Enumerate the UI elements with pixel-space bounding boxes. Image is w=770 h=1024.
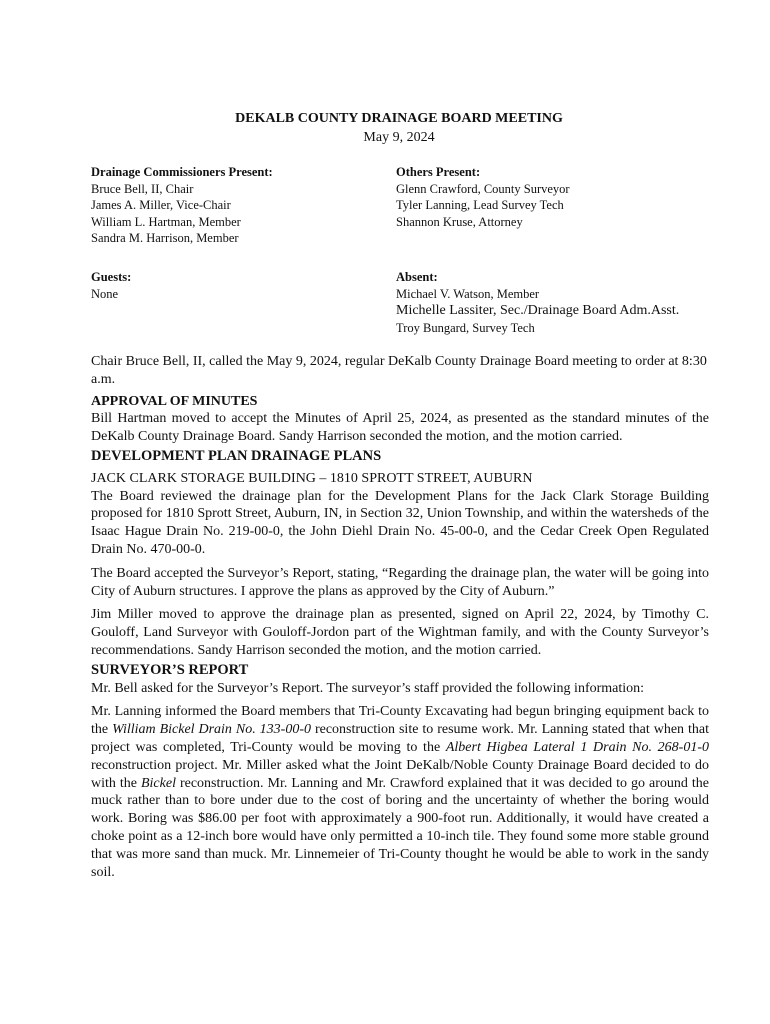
guests-heading: Guests: bbox=[91, 270, 132, 284]
commissioner-item: Bruce Bell, II, Chair bbox=[91, 181, 194, 196]
surveyor-intro: Mr. Bell asked for the Surveyor’s Report. The surveyor’s staff provided the following information: bbox=[91, 680, 645, 696]
meeting-title: DEKALB COUNTY DRAINAGE BOARD MEETING bbox=[235, 111, 563, 126]
surveyor-heading: SURVEYOR’S REPORT bbox=[91, 661, 249, 678]
absent-item: Michael V. Watson, Member bbox=[396, 286, 540, 301]
development-subheading: JACK CLARK STORAGE BUILDING – 1810 SPROTT STREET, AUBURN bbox=[91, 470, 533, 486]
call-to-order: Chair Bruce Bell, II, called the May 9, 2024, regular DeKalb County Drainage Board meeting to order at 8:30 a.m. bbox=[91, 354, 707, 387]
development-heading: DEVELOPMENT PLAN DRAINAGE PLANS bbox=[91, 447, 382, 464]
others-item: Tyler Lanning, Lead Survey Tech bbox=[396, 198, 564, 212]
absent-heading: Absent: bbox=[396, 270, 438, 284]
surveyor-text: reconstruction project. Mr. Miller asked what the Joint DeKalb/Noble County Drainage Board decided to do with the bbox=[91, 757, 709, 791]
surveyor-text: Mr. Lanning informed the Board members that Tri-County Excavating had begun bringing equipment back to the bbox=[91, 704, 709, 738]
approval-heading: APPROVAL OF MINUTES bbox=[91, 393, 258, 409]
absent-item: Michelle Lassiter, Sec./Drainage Board Adm.Asst. bbox=[396, 303, 680, 318]
development-paragraph-1: The Board reviewed the drainage plan for the Development Plans for the Jack Clark Storage Building proposed for 1810 Sprott Street, Auburn, IN, in Section 32, Union Township, and within the watersheds of the Isaac Hague Drain No. 219-00-0, the John Diehl Drain No. 45-00-0, and the Cedar Creek Open Regulated Drain No. 470-00-0. bbox=[91, 488, 709, 557]
development-paragraph-2: The Board accepted the Surveyor’s Report, stating, “Regarding the drainage plan, the water will be going into City of Auburn structures. I approve the plans as approved by the City of Auburn.” bbox=[91, 565, 709, 599]
others-heading: Others Present: bbox=[396, 165, 481, 179]
guests-block bbox=[91, 269, 131, 302]
surveyor-paragraph bbox=[91, 703, 709, 881]
commissioners-heading: Drainage Commissioners Present: bbox=[91, 165, 273, 179]
others-item: Glenn Crawford, County Surveyor bbox=[396, 181, 570, 196]
commissioners-block bbox=[91, 164, 273, 247]
commissioner-item: Sandra M. Harrison, Member bbox=[91, 231, 239, 245]
surveyor-text: reconstruction. Mr. Lanning and Mr. Crawford explained that it was decided to go around the muck rather than to bore under due to the cost of boring and the uncertainty of whether the boring would work. Boring was $86.00 per foot with approximately a 900-foot run. Additionally, it would have created a choke point as a 12-inch bore would have only permitted a 10-inch tile. They found some more stable ground that was more sand than muck. Mr. Linnemeier of Tri-County thought he would be able to work in the sandy soil. bbox=[91, 775, 709, 880]
others-item: Shannon Kruse, Attorney bbox=[396, 214, 523, 229]
others-present-block bbox=[396, 164, 570, 230]
absent-block bbox=[396, 269, 679, 337]
guest-item: None bbox=[91, 286, 119, 301]
minutes-body bbox=[91, 353, 709, 881]
meeting-date: May 9, 2024 bbox=[363, 130, 435, 145]
commissioner-item: James A. Miller, Vice-Chair bbox=[91, 198, 231, 212]
surveyor-text: reconstruction site to resume work. Mr. Lanning stated that when that project was completed, Tri-County would be moving to the bbox=[91, 722, 709, 755]
drain-name: William Bickel Drain No. 133-00-0 bbox=[112, 722, 311, 738]
development-paragraph-3: Jim Miller moved to approve the drainage plan as presented, signed on April 22, 2024, by Timothy C. Gouloff, Land Surveyor with Gouloff-Jordon part of the Wightman family, and with the County Surveyor’s recommendations. Sandy Harrison seconded the motion, and the motion carried. bbox=[91, 607, 709, 658]
commissioner-item: William L. Hartman, Member bbox=[91, 214, 241, 229]
drain-name: Albert Higbea Lateral 1 Drain No. 268-01-0 bbox=[445, 739, 710, 755]
absent-item: Troy Bungard, Survey Tech bbox=[396, 321, 535, 335]
approval-text: Bill Hartman moved to accept the Minutes of April 25, 2024, as presented as the standard minutes of the DeKalb County Drainage Board. Sandy Harrison seconded the motion, and the motion carried. bbox=[91, 411, 709, 445]
drain-name: Bickel bbox=[140, 775, 176, 791]
